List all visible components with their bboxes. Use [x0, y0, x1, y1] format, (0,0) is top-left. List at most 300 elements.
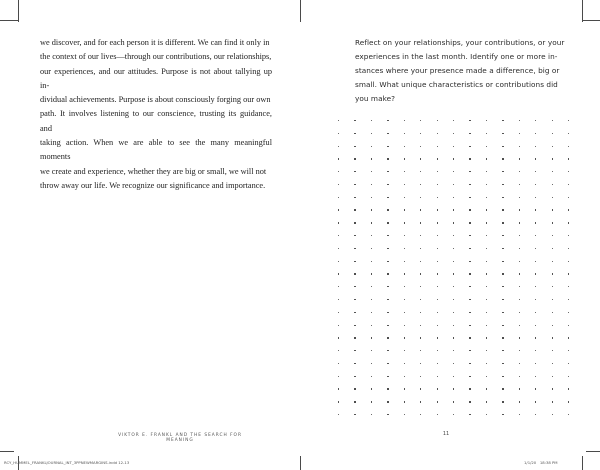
- grid-dot: [387, 197, 388, 198]
- grid-dot: [453, 120, 454, 121]
- grid-dot: [387, 286, 388, 287]
- grid-dot: [486, 325, 487, 326]
- grid-dot: [420, 197, 421, 198]
- grid-dot: [371, 376, 372, 377]
- grid-dot: [338, 337, 339, 338]
- grid-dot: [469, 388, 470, 389]
- grid-dot: [469, 146, 470, 147]
- grid-dot: [437, 222, 438, 223]
- grid-dot: [338, 350, 339, 351]
- grid-dot: [552, 414, 553, 415]
- grid-dot: [453, 388, 454, 389]
- grid-dot: [552, 171, 553, 172]
- grid-dot: [535, 388, 536, 389]
- grid-dot: [535, 363, 536, 364]
- grid-dot: [535, 133, 536, 134]
- grid-dot: [404, 171, 405, 172]
- grid-dot: [453, 235, 454, 236]
- grid-dot: [387, 401, 388, 402]
- grid-dot: [437, 273, 438, 274]
- slug-timestamp: [524, 460, 558, 465]
- prompt-line: stances where your presence made a difference, big or: [355, 66, 560, 76]
- grid-dot: [486, 222, 487, 223]
- grid-dot: [437, 235, 438, 236]
- prompt-line: small. What unique characteristics or contributions did: [355, 80, 558, 90]
- dot-grid-writing-area[interactable]: [338, 120, 568, 414]
- grid-dot: [338, 222, 339, 223]
- grid-dot: [535, 235, 536, 236]
- grid-dot: [453, 197, 454, 198]
- grid-dot: [502, 337, 503, 338]
- grid-dot: [420, 312, 421, 313]
- grid-dot: [552, 388, 553, 389]
- grid-dot: [404, 376, 405, 377]
- grid-dot: [519, 414, 520, 415]
- grid-dot: [338, 120, 339, 121]
- grid-dot: [354, 146, 355, 147]
- grid-dot: [568, 261, 569, 262]
- grid-dot: [486, 184, 487, 185]
- grid-dot: [469, 286, 470, 287]
- grid-dot: [420, 337, 421, 338]
- grid-dot: [568, 171, 569, 172]
- paragraph-line: throw away our life. We recognize our significance and importance.: [40, 180, 266, 190]
- grid-dot: [338, 184, 339, 185]
- grid-dot: [354, 133, 355, 134]
- grid-dot: [371, 235, 372, 236]
- grid-dot: [519, 401, 520, 402]
- grid-dot: [387, 248, 388, 249]
- paragraph-line: the context of our lives—through our contributions, our relationships,: [40, 52, 272, 62]
- grid-dot: [387, 350, 388, 351]
- paragraph-line: we discover, and for each person it is different. We can find it only in: [40, 38, 270, 47]
- grid-dot: [469, 363, 470, 364]
- grid-dot: [338, 388, 339, 389]
- grid-dot: [535, 146, 536, 147]
- grid-dot: [453, 209, 454, 210]
- grid-dot: [552, 146, 553, 147]
- grid-dot: [404, 133, 405, 134]
- grid-dot: [387, 133, 388, 134]
- grid-dot: [519, 273, 520, 274]
- grid-dot: [552, 273, 553, 274]
- grid-dot: [535, 325, 536, 326]
- grid-dot: [387, 363, 388, 364]
- grid-dot: [552, 235, 553, 236]
- grid-dot: [371, 363, 372, 364]
- grid-dot: [453, 158, 454, 159]
- grid-dot: [371, 312, 372, 313]
- grid-dot: [404, 337, 405, 338]
- grid-dot: [502, 261, 503, 262]
- grid-dot: [486, 299, 487, 300]
- grid-dot: [568, 414, 569, 415]
- grid-dot: [469, 376, 470, 377]
- grid-dot: [469, 209, 470, 210]
- grid-dot: [502, 299, 503, 300]
- grid-dot: [437, 312, 438, 313]
- grid-dot: [338, 146, 339, 147]
- grid-dot: [338, 376, 339, 377]
- grid-dot: [387, 120, 388, 121]
- paragraph-line: our experiences, and our attitudes. Purpose is not about tallying up in-: [40, 66, 272, 90]
- grid-dot: [420, 363, 421, 364]
- grid-dot: [552, 133, 553, 134]
- grid-dot: [568, 133, 569, 134]
- crop-mark-bottom-spine: [300, 456, 301, 470]
- grid-dot: [453, 401, 454, 402]
- grid-dot: [354, 376, 355, 377]
- grid-dot: [404, 286, 405, 287]
- grid-dot: [552, 197, 553, 198]
- grid-dot: [519, 286, 520, 287]
- grid-dot: [535, 350, 536, 351]
- grid-dot: [568, 120, 569, 121]
- grid-dot: [371, 414, 372, 415]
- grid-dot: [404, 261, 405, 262]
- grid-dot: [453, 363, 454, 364]
- grid-dot: [338, 273, 339, 274]
- grid-dot: [420, 299, 421, 300]
- grid-dot: [568, 209, 569, 210]
- grid-dot: [519, 261, 520, 262]
- grid-dot: [354, 401, 355, 402]
- grid-dot: [404, 248, 405, 249]
- grid-dot: [338, 209, 339, 210]
- grid-dot: [469, 414, 470, 415]
- grid-dot: [552, 376, 553, 377]
- grid-dot: [552, 158, 553, 159]
- grid-dot: [404, 312, 405, 313]
- page-number: 11: [442, 431, 450, 437]
- grid-dot: [535, 401, 536, 402]
- grid-dot: [535, 261, 536, 262]
- grid-dot: [453, 248, 454, 249]
- grid-dot: [387, 376, 388, 377]
- grid-dot: [552, 299, 553, 300]
- grid-dot: [552, 286, 553, 287]
- grid-dot: [469, 197, 470, 198]
- grid-dot: [354, 337, 355, 338]
- grid-dot: [469, 235, 470, 236]
- grid-dot: [502, 273, 503, 274]
- grid-dot: [437, 184, 438, 185]
- grid-dot: [437, 146, 438, 147]
- grid-dot: [535, 248, 536, 249]
- grid-dot: [338, 401, 339, 402]
- grid-dot: [338, 312, 339, 313]
- grid-dot: [568, 286, 569, 287]
- grid-dot: [387, 337, 388, 338]
- grid-dot: [420, 120, 421, 121]
- grid-dot: [568, 337, 569, 338]
- grid-dot: [568, 401, 569, 402]
- grid-dot: [437, 401, 438, 402]
- grid-dot: [387, 171, 388, 172]
- grid-dot: [535, 197, 536, 198]
- grid-dot: [519, 325, 520, 326]
- grid-dot: [568, 235, 569, 236]
- grid-dot: [486, 261, 487, 262]
- grid-dot: [568, 312, 569, 313]
- grid-dot: [552, 222, 553, 223]
- grid-dot: [453, 350, 454, 351]
- grid-dot: [502, 171, 503, 172]
- grid-dot: [519, 248, 520, 249]
- grid-dot: [486, 120, 487, 121]
- grid-dot: [338, 299, 339, 300]
- grid-dot: [371, 222, 372, 223]
- grid-dot: [404, 363, 405, 364]
- grid-dot: [338, 414, 339, 415]
- grid-dot: [354, 350, 355, 351]
- grid-dot: [387, 261, 388, 262]
- grid-dot: [354, 120, 355, 121]
- grid-dot: [371, 325, 372, 326]
- grid-dot: [404, 209, 405, 210]
- grid-dot: [486, 158, 487, 159]
- grid-dot: [535, 299, 536, 300]
- grid-dot: [453, 312, 454, 313]
- grid-dot: [469, 273, 470, 274]
- grid-dot: [535, 171, 536, 172]
- grid-dot: [420, 350, 421, 351]
- grid-dot: [453, 299, 454, 300]
- grid-dot: [338, 235, 339, 236]
- grid-dot: [387, 146, 388, 147]
- grid-dot: [420, 171, 421, 172]
- grid-dot: [486, 286, 487, 287]
- grid-dot: [420, 133, 421, 134]
- grid-dot: [469, 158, 470, 159]
- grid-dot: [420, 401, 421, 402]
- grid-dot: [486, 350, 487, 351]
- grid-dot: [519, 184, 520, 185]
- grid-dot: [568, 376, 569, 377]
- grid-dot: [568, 325, 569, 326]
- grid-dot: [371, 133, 372, 134]
- grid-dot: [387, 414, 388, 415]
- grid-dot: [535, 158, 536, 159]
- grid-dot: [502, 286, 503, 287]
- grid-dot: [519, 146, 520, 147]
- grid-dot: [519, 158, 520, 159]
- grid-dot: [404, 184, 405, 185]
- grid-dot: [502, 222, 503, 223]
- grid-dot: [535, 209, 536, 210]
- grid-dot: [420, 184, 421, 185]
- grid-dot: [338, 171, 339, 172]
- grid-dot: [453, 133, 454, 134]
- crop-mark-left-horizontal: [0, 20, 18, 21]
- grid-dot: [552, 401, 553, 402]
- grid-dot: [469, 299, 470, 300]
- grid-dot: [404, 414, 405, 415]
- grid-dot: [502, 376, 503, 377]
- grid-dot: [552, 337, 553, 338]
- grid-dot: [371, 197, 372, 198]
- grid-dot: [519, 235, 520, 236]
- grid-dot: [420, 235, 421, 236]
- grid-dot: [437, 120, 438, 121]
- grid-dot: [453, 273, 454, 274]
- grid-dot: [371, 120, 372, 121]
- grid-dot: [486, 388, 487, 389]
- grid-dot: [535, 337, 536, 338]
- grid-dot: [437, 388, 438, 389]
- grid-dot: [338, 286, 339, 287]
- grid-dot: [453, 325, 454, 326]
- grid-dot: [568, 158, 569, 159]
- grid-dot: [502, 388, 503, 389]
- paragraph-line: taking action. When we are able to see the many meaningful moments: [40, 138, 272, 162]
- grid-dot: [387, 312, 388, 313]
- grid-dot: [535, 286, 536, 287]
- grid-dot: [469, 350, 470, 351]
- crop-mark-right-horizontal: [582, 20, 600, 21]
- grid-dot: [469, 401, 470, 402]
- grid-dot: [469, 248, 470, 249]
- grid-dot: [568, 222, 569, 223]
- grid-dot: [371, 350, 372, 351]
- journal-prompt: [355, 36, 565, 106]
- grid-dot: [486, 209, 487, 210]
- grid-dot: [469, 171, 470, 172]
- grid-dot: [354, 312, 355, 313]
- grid-dot: [486, 363, 487, 364]
- grid-dot: [420, 414, 421, 415]
- grid-dot: [420, 388, 421, 389]
- grid-dot: [568, 197, 569, 198]
- grid-dot: [453, 286, 454, 287]
- grid-dot: [371, 401, 372, 402]
- grid-dot: [404, 158, 405, 159]
- grid-dot: [437, 350, 438, 351]
- grid-dot: [404, 146, 405, 147]
- grid-dot: [519, 388, 520, 389]
- grid-dot: [453, 337, 454, 338]
- slug-time: 18:38 PM: [539, 460, 558, 465]
- grid-dot: [338, 261, 339, 262]
- body-paragraph: [40, 36, 272, 193]
- grid-dot: [568, 146, 569, 147]
- grid-dot: [502, 401, 503, 402]
- prompt-line: you make?: [355, 94, 396, 104]
- grid-dot: [502, 209, 503, 210]
- grid-dot: [469, 312, 470, 313]
- grid-dot: [387, 273, 388, 274]
- grid-dot: [354, 388, 355, 389]
- grid-dot: [437, 299, 438, 300]
- grid-dot: [519, 350, 520, 351]
- grid-dot: [354, 248, 355, 249]
- grid-dot: [404, 197, 405, 198]
- grid-dot: [469, 133, 470, 134]
- grid-dot: [354, 273, 355, 274]
- grid-dot: [338, 248, 339, 249]
- grid-dot: [552, 261, 553, 262]
- grid-dot: [420, 146, 421, 147]
- grid-dot: [437, 325, 438, 326]
- grid-dot: [519, 133, 520, 134]
- grid-dot: [469, 325, 470, 326]
- grid-dot: [568, 350, 569, 351]
- paragraph-line: path. It involves listening to our conscience, trusting its guidance, and: [40, 109, 272, 133]
- grid-dot: [486, 414, 487, 415]
- grid-dot: [387, 158, 388, 159]
- grid-dot: [437, 158, 438, 159]
- grid-dot: [453, 261, 454, 262]
- crop-mark-top-left: [18, 0, 19, 22]
- grid-dot: [437, 133, 438, 134]
- grid-dot: [552, 248, 553, 249]
- grid-dot: [453, 222, 454, 223]
- grid-dot: [486, 273, 487, 274]
- grid-dot: [519, 209, 520, 210]
- grid-dot: [420, 222, 421, 223]
- grid-dot: [502, 120, 503, 121]
- grid-dot: [354, 209, 355, 210]
- grid-dot: [469, 261, 470, 262]
- grid-dot: [404, 273, 405, 274]
- grid-dot: [552, 312, 553, 313]
- grid-dot: [338, 158, 339, 159]
- grid-dot: [535, 184, 536, 185]
- grid-dot: [502, 184, 503, 185]
- grid-dot: [519, 120, 520, 121]
- paragraph-line: we create and experience, whether they are big or small, we will not: [40, 166, 267, 176]
- grid-dot: [535, 376, 536, 377]
- grid-dot: [371, 171, 372, 172]
- grid-dot: [354, 184, 355, 185]
- grid-dot: [354, 171, 355, 172]
- grid-dot: [453, 184, 454, 185]
- grid-dot: [535, 312, 536, 313]
- crop-mark-top-right: [582, 0, 583, 22]
- grid-dot: [453, 376, 454, 377]
- grid-dot: [420, 158, 421, 159]
- grid-dot: [404, 299, 405, 300]
- grid-dot: [354, 261, 355, 262]
- grid-dot: [486, 146, 487, 147]
- slug-filename: RCY_HUMMEL_FRANKLJOURNAL_INT_3PPNEWMARGINS.indd 12-13: [4, 460, 130, 465]
- grid-dot: [404, 388, 405, 389]
- prompt-line: experiences in the last month. Identify one or more in-: [355, 52, 558, 62]
- grid-dot: [371, 388, 372, 389]
- grid-dot: [354, 197, 355, 198]
- grid-dot: [437, 209, 438, 210]
- grid-dot: [437, 376, 438, 377]
- grid-dot: [371, 184, 372, 185]
- grid-dot: [338, 133, 339, 134]
- grid-dot: [338, 363, 339, 364]
- grid-dot: [535, 222, 536, 223]
- grid-dot: [420, 209, 421, 210]
- grid-dot: [354, 158, 355, 159]
- spine-mark: [300, 0, 301, 22]
- grid-dot: [354, 414, 355, 415]
- grid-dot: [535, 120, 536, 121]
- prompt-line: Reflect on your relationships, your contributions, or your: [355, 38, 565, 47]
- grid-dot: [338, 325, 339, 326]
- grid-dot: [338, 197, 339, 198]
- grid-dot: [519, 363, 520, 364]
- grid-dot: [404, 222, 405, 223]
- grid-dot: [568, 363, 569, 364]
- grid-dot: [486, 337, 487, 338]
- grid-dot: [371, 337, 372, 338]
- grid-dot: [486, 235, 487, 236]
